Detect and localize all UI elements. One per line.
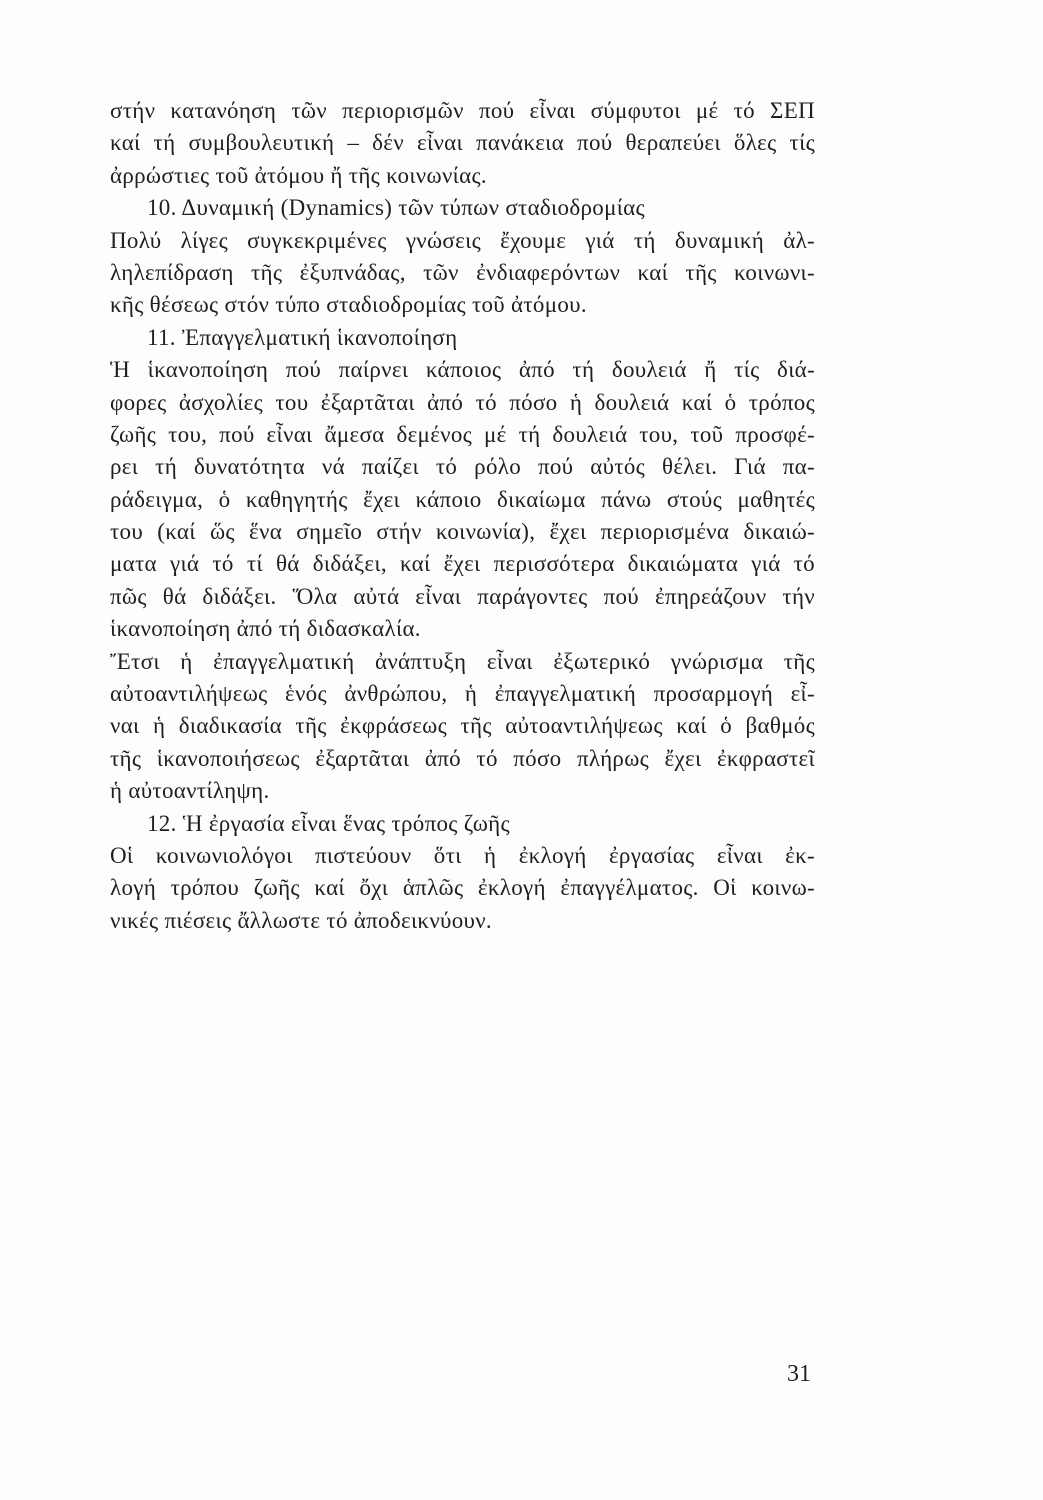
text-line: φορες ἀσχολίες του ἐξαρτᾶται ἀπό τό πόσο ἡ δουλειά καί ὁ τρόπος [110, 389, 815, 415]
text-line: κῆς θέσεως στόν τύπο σταδιοδρομίας τοῦ ἀτόμου. [110, 292, 587, 318]
text-line: ναι ἡ διαδικασία τῆς ἐκφράσεως τῆς αὐτοαντιλήψεως καί ὁ βαθμός [110, 713, 815, 739]
text-line: ἀρρώστιες τοῦ ἀτόμου ἤ τῆς κοινωνίας. [110, 162, 487, 188]
text-line: ἱκανοποίηση ἀπό τή διδασκαλία. [110, 616, 421, 642]
text-line: Οἱ κοινωνιολόγοι πιστεύουν ὅτι ἡ ἐκλογή ἐργασίας εἶναι ἐκ- [110, 842, 815, 868]
text-line: Ἡ ἱκανοποίηση πού παίρνει κάποιος ἀπό τή δουλειά ἤ τίς διά- [110, 357, 815, 383]
text-line: τῆς ἱκανοποιήσεως ἐξαρτᾶται ἀπό τό πόσο πλήρως ἔχει ἐκφραστεῖ [110, 745, 815, 771]
text-line: αὐτοαντιλήψεως ἑνός ἀνθρώπου, ἡ ἐπαγγελματική προσαρμογή εἶ- [110, 681, 815, 707]
text-line: ρει τή δυνατότητα νά παίζει τό ρόλο πού αὐτός θέλει. Γιά πα- [110, 454, 815, 480]
text-line: ληλεπίδραση τῆς ἐξυπνάδας, τῶν ἐνδιαφερόντων καί τῆς κοινωνι- [110, 259, 815, 285]
text-line: ἡ αὐτοαντίληψη. [110, 778, 270, 804]
text-line: Ἔτσι ἡ ἐπαγγελματική ἀνάπτυξη εἶναι ἐξωτερικό γνώρισμα τῆς [110, 648, 815, 674]
text-line: ράδειγμα, ὁ καθηγητής ἔχει κάποιο δικαίωμα πάνω στούς μαθητές [110, 486, 815, 512]
section-heading-11: 11. Ἐπαγγελματική ἱκανοποίηση [147, 324, 458, 350]
text-line: στήν κατανόηση τῶν περιορισμῶν πού εἶναι σύμφυτοι μέ τό ΣΕΠ [110, 98, 815, 123]
text-line: ματα γιά τό τί θά διδάξει, καί ἔχει περισσότερα δικαιώματα γιά τό [110, 551, 815, 577]
text-line: νικές πιέσεις ἄλλωστε τό ἀποδεικνύουν. [110, 907, 492, 933]
body-text [110, 95, 815, 937]
text-line: καί τή συμβουλευτική – δέν εἶναι πανάκεια πού θεραπεύει ὅλες τίς [110, 130, 815, 156]
section-heading-10: 10. Δυναμική (Dynamics) τῶν τύπων σταδιοδρομίας [147, 195, 645, 221]
text-line: του (καί ὥς ἕνα σημεῖο στήν κοινωνία), ἔχει περιορισμένα δικαιώ- [110, 519, 815, 545]
text-line: ζωῆς του, πού εἶναι ἄμεσα δεμένος μέ τή δουλειά του, τοῦ προσφέ- [110, 421, 815, 447]
text-line: πῶς θά διδάξει. Ὅλα αὐτά εἶναι παράγοντες πού ἐπηρεάζουν τήν [110, 583, 815, 609]
text-line: λογή τρόπου ζωῆς καί ὄχι ἁπλῶς ἐκλογή ἐπαγγέλματος. Οἱ κοινω- [110, 875, 815, 901]
page-number: 31 [787, 1361, 811, 1387]
text-line: Πολύ λίγες συγκεκριμένες γνώσεις ἔχουμε γιά τή δυναμική ἀλ- [110, 227, 815, 253]
section-heading-12: 12. Ἡ ἐργασία εἶναι ἕνας τρόπος ζωῆς [147, 810, 510, 836]
